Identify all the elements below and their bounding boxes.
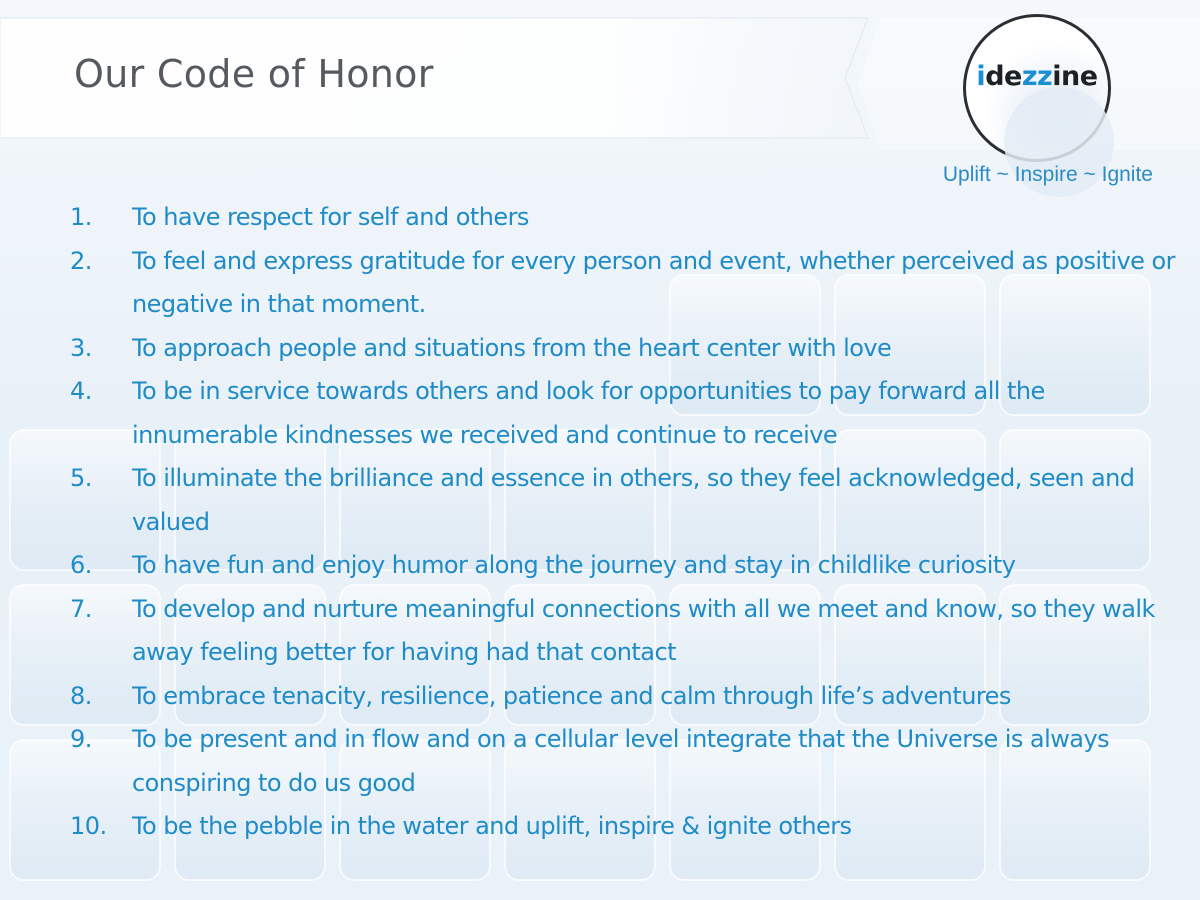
item-number: 7. [70, 594, 92, 623]
page-title: Our Code of Honor [74, 52, 434, 96]
item-number: 4. [70, 377, 92, 405]
item-text: To embrace tenacity, resilience, patience and calm through life’s adventures [132, 681, 1011, 710]
list-item [0, 370, 1200, 457]
logo-text-zz: zz [1021, 61, 1053, 92]
logo-text-ine: ine [1052, 61, 1098, 92]
item-text: To illuminate the brilliance and essence in others, so they feel acknowledged, seen and valued [132, 464, 1135, 536]
item-text: To be in service towards others and look for opportunities to pay forward all the innumerable kindnesses we received and continue to receive [132, 377, 1045, 449]
list-item [0, 544, 1200, 588]
item-number: 3. [70, 333, 92, 362]
item-text: To approach people and situations from the heart center with love [132, 333, 892, 362]
code-of-honor-list [0, 196, 1200, 849]
item-number: 2. [70, 246, 92, 275]
item-number: 1. [70, 203, 92, 231]
item-text: To be the pebble in the water and uplift, inspire & ignite others [132, 812, 852, 840]
idezzine-logo [963, 14, 1111, 162]
item-number: 9. [70, 725, 92, 753]
logo-text-i: i [976, 61, 986, 92]
list-item [0, 457, 1200, 544]
list-item [0, 805, 1200, 849]
list-item [0, 327, 1200, 371]
list-item [0, 588, 1200, 675]
item-text: To be present and in flow and on a cellular level integrate that the Universe is always conspiring to do us good [132, 725, 1110, 797]
list-item [0, 675, 1200, 719]
item-number: 5. [70, 464, 92, 492]
item-text: To have respect for self and others [132, 203, 529, 231]
logo-wordmark [966, 61, 1108, 92]
item-text: To have fun and enjoy humor along the journey and stay in childlike curiosity [132, 551, 1016, 579]
list-item [0, 240, 1200, 327]
item-text: To feel and express gratitude for every person and event, whether perceived as positive or negative in that moment. [132, 246, 1175, 318]
tagline: Uplift ~ Inspire ~ Ignite [942, 163, 1153, 186]
item-number: 10. [70, 812, 107, 840]
logo-text-de: de [985, 61, 1022, 92]
item-number: 6. [70, 551, 92, 579]
list-item [0, 718, 1200, 805]
list-item [0, 196, 1200, 240]
item-number: 8. [70, 681, 92, 710]
item-text: To develop and nurture meaningful connections with all we meet and know, so they walk away feeling better for having had that contact [132, 594, 1155, 666]
